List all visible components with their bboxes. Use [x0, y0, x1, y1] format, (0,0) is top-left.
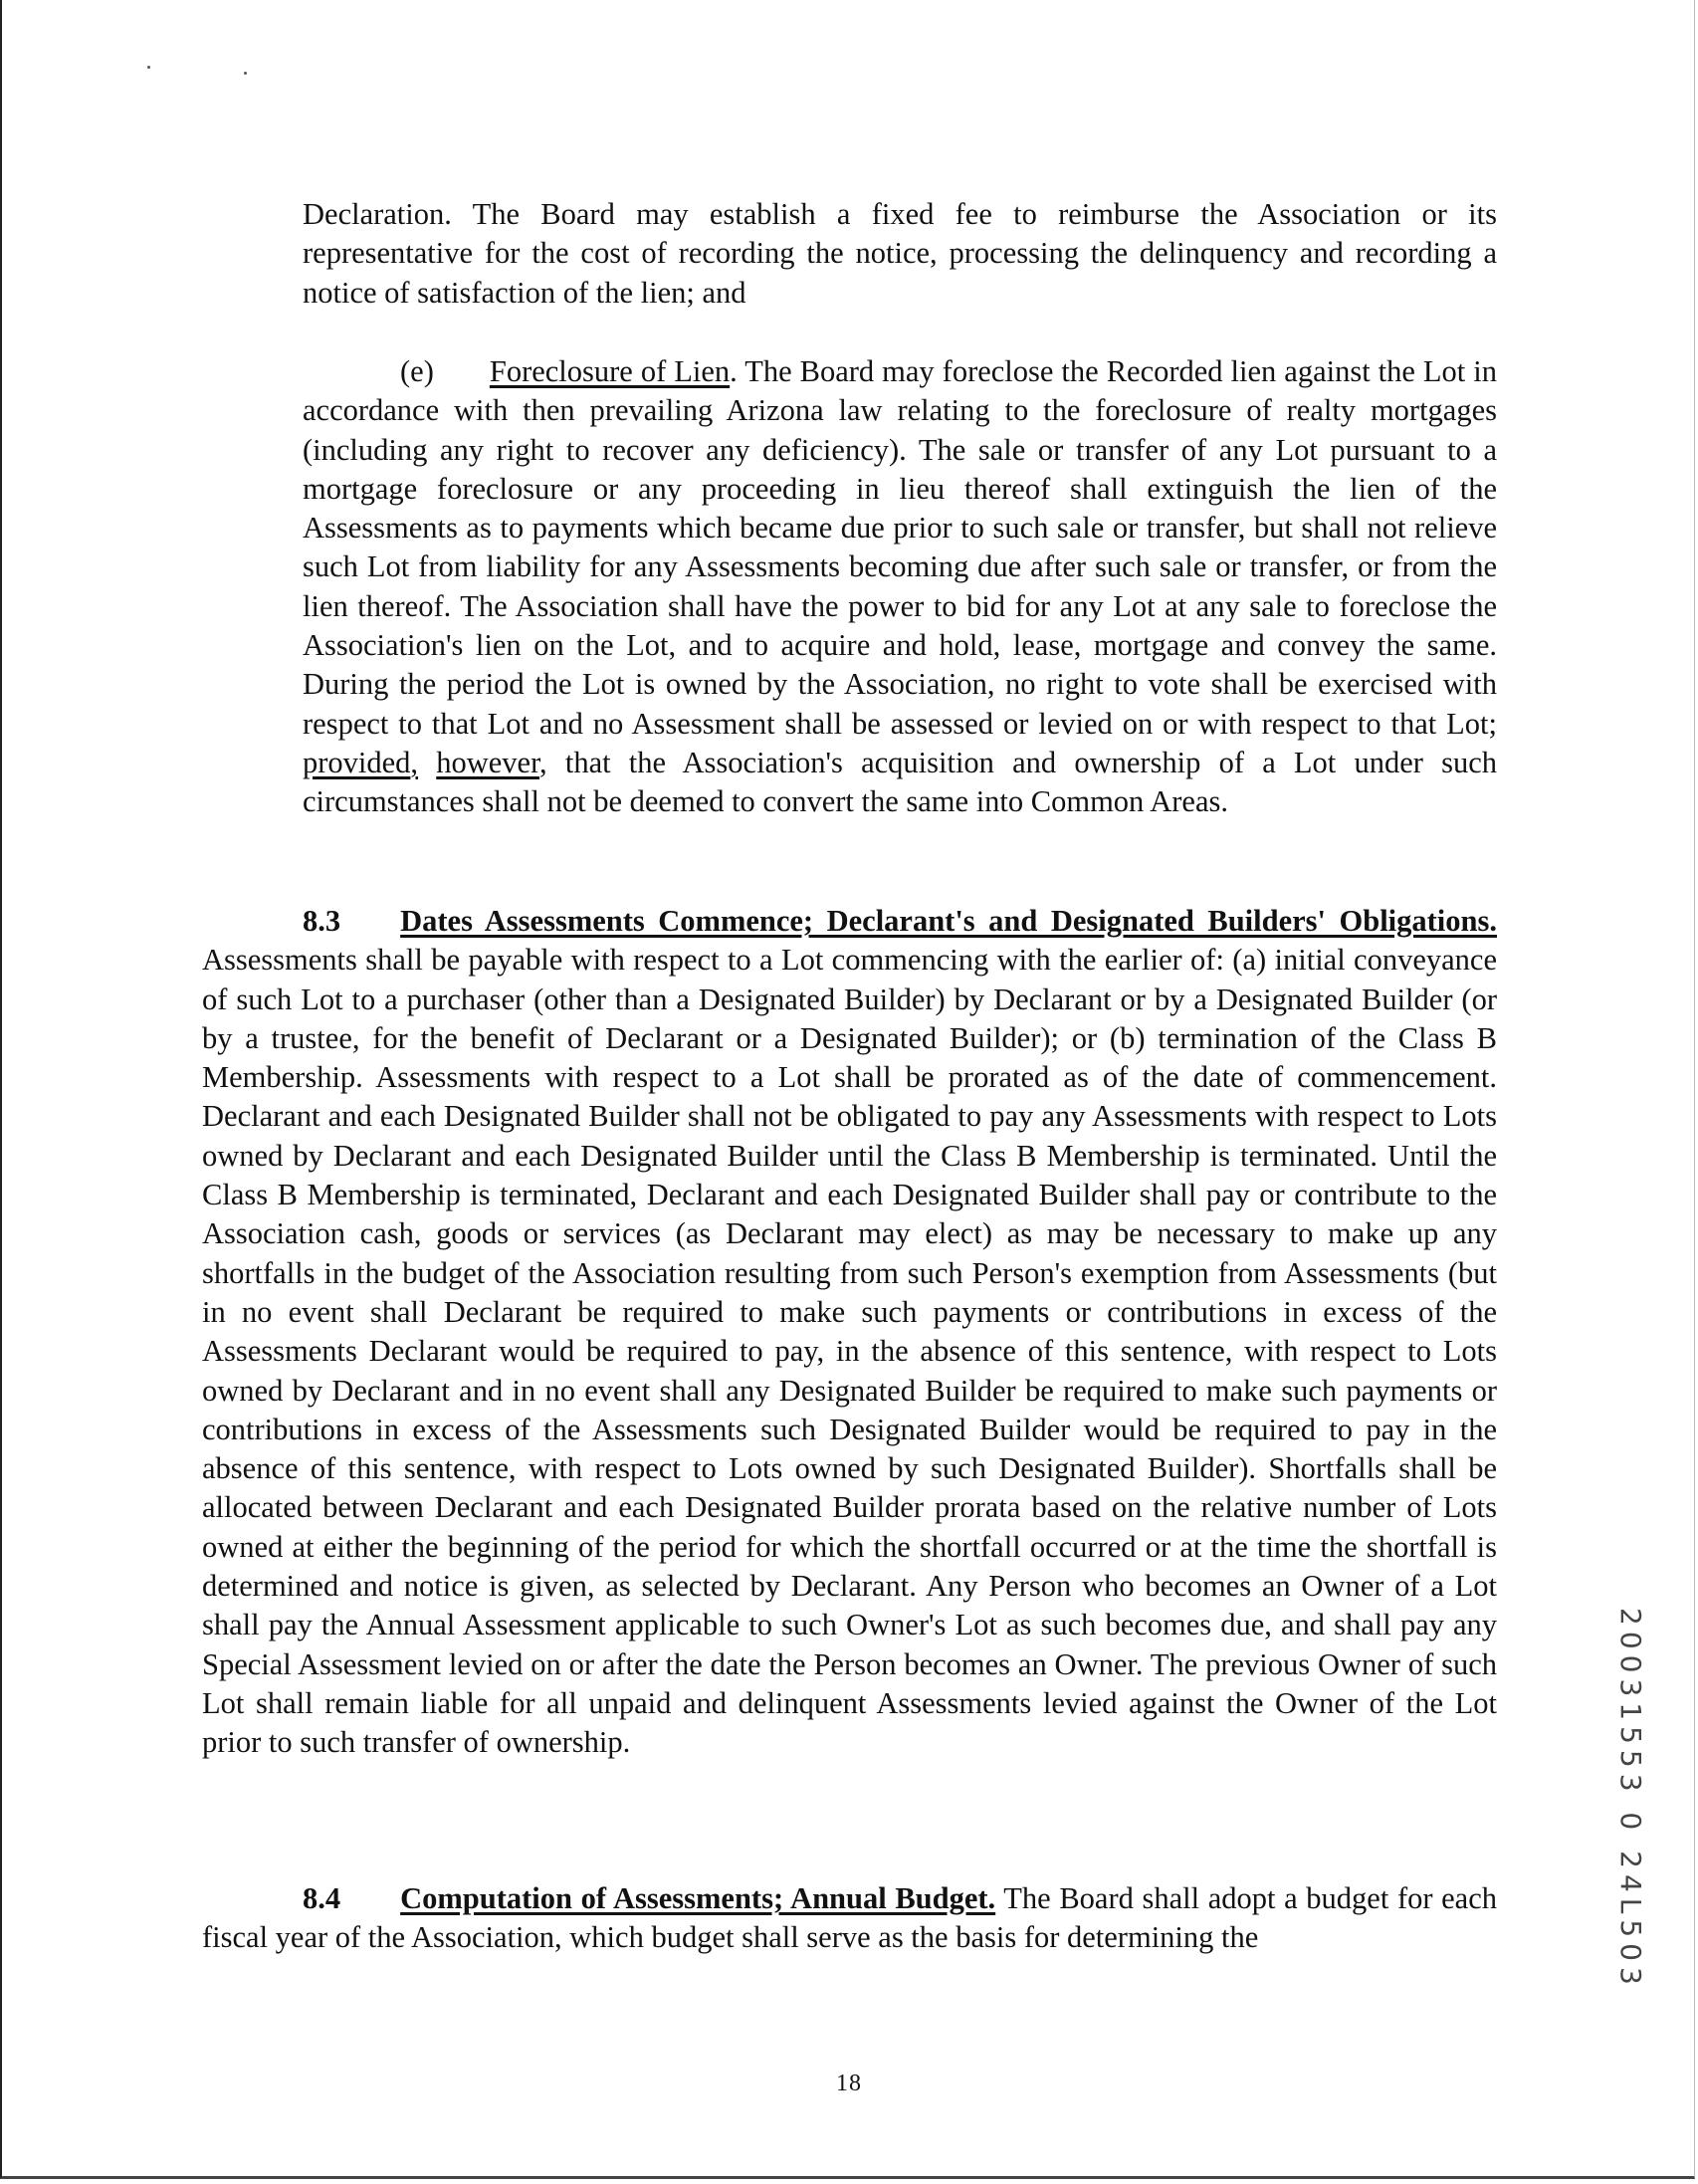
scan-speck — [147, 66, 150, 69]
section-8-4 — [202, 1879, 1497, 1958]
paragraph-e-text-end: , that the Association's acquisition and ownership of a Lot under such circumstances shall not be deemed to convert the same into Common Areas. — [303, 745, 1497, 819]
provided-term: provided — [303, 745, 411, 779]
page-number: 18 — [836, 2071, 862, 2096]
section-8-3 — [202, 902, 1497, 1763]
paragraph-e-heading: Foreclosure of Lien — [489, 354, 731, 388]
paragraph-e — [303, 352, 1497, 822]
paragraph-continuation — [303, 195, 1497, 313]
section-8-3-number: 8.3 — [303, 904, 341, 938]
recording-number-stamp: 20031553 0 24L503 — [1614, 1608, 1647, 1991]
section-8-3-text: Assessments shall be payable with respect to a Lot commencing with the earlier of: (a) initial conveyance of such Lot to a purchaser (other than a Designated Builder) by Declarant or by a Designated Builder (or by a trustee, for the benefit of Declarant or a Designated Builder); or (b) termination of the Class B Membership. Assessments with respect to a Lot shall be prorated as of the date of commencement. Declarant and each Designated Builder shall not be obligated to pay any Assessments with respect to Lots owned by Declarant and each Designated Builder until the Class B Membership is terminated. Until the Class B Membership is terminated, Declarant and each Designated Builder shall pay or contribute to the Association cash, goods or services (as Declarant may elect) as may be necessary to make up any shortfalls in the budget of the Association resulting from such Person's exemption from Assessments (but in no event shall Declarant be required to make such payments or contributions in excess of the Assessments Declarant would be required to pay, in the absence of this sentence, with respect to Lots owned by Declarant and in no event shall any Designated Builder be required to make such payments or contributions in excess of the Assessments such Designated Builder would be required to pay in the absence of this sentence, with respect to Lots owned by such Designated Builder). Shortfalls shall be allocated between Declarant and each Designated Builder prorata based on the relative number of Lots owned at either the beginning of the period for which the shortfall occurred or at the time the shortfall is determined and notice is given, as selected by Declarant. Any Person who becomes an Owner of a Lot shall pay the Annual Assessment applicable to such Owner's Lot as such becomes due, and shall pay any Special Assessment levied on or after the date the Person becomes an Owner. The previous Owner of such Lot shall remain liable for all unpaid and delinquent Assessments levied against the Owner of the Lot prior to such transfer of ownership. — [202, 943, 1497, 1760]
section-8-4-heading: Computation of Assessments; Annual Budget. — [400, 1881, 996, 1915]
paragraph-continuation-text: Declaration. The Board may establish a fixed fee to reimburse the Association or its representative for the cost of recording the notice, processing the delinquency and recording a notice of satisfaction of the lien; and — [303, 197, 1497, 310]
scan-speck — [244, 72, 247, 75]
paragraph-e-marker: (e) — [400, 354, 434, 388]
provided-comma: , — [410, 745, 419, 779]
section-8-3-heading: Dates Assessments Commence; Declarant's and Designated Builders' Obligations. — [400, 904, 1497, 938]
paragraph-e-text: . The Board may foreclose the Recorded lien against the Lot in accordance with then prevailing Arizona law relating to the foreclosure of realty mortgages (including any right to recover any deficiency). The sale or transfer of any Lot pursuant to a mortgage foreclosure or any proceeding in lieu thereof shall extinguish the lien of the Assessments as to payments which became due prior to such sale or transfer, but shall not relieve such Lot from liability for any Assessments becoming due after such sale or transfer, or from the lien thereof. The Association shall have the power to bid for any Lot at any sale to foreclose the Association's lien on the Lot, and to acquire and hold, lease, mortgage and convey the same. During the period the Lot is owned by the Association, no right to vote shall be exercised with respect to that Lot and no Assessment shall be assessed or levied on or with respect to that Lot; — [303, 354, 1498, 741]
section-8-4-text: The Board shall adopt a budget for each fiscal year of the Association, which budget shall serve as the basis for determining the — [202, 1881, 1497, 1955]
section-8-4-number: 8.4 — [303, 1881, 341, 1915]
however-term: however — [436, 745, 540, 779]
